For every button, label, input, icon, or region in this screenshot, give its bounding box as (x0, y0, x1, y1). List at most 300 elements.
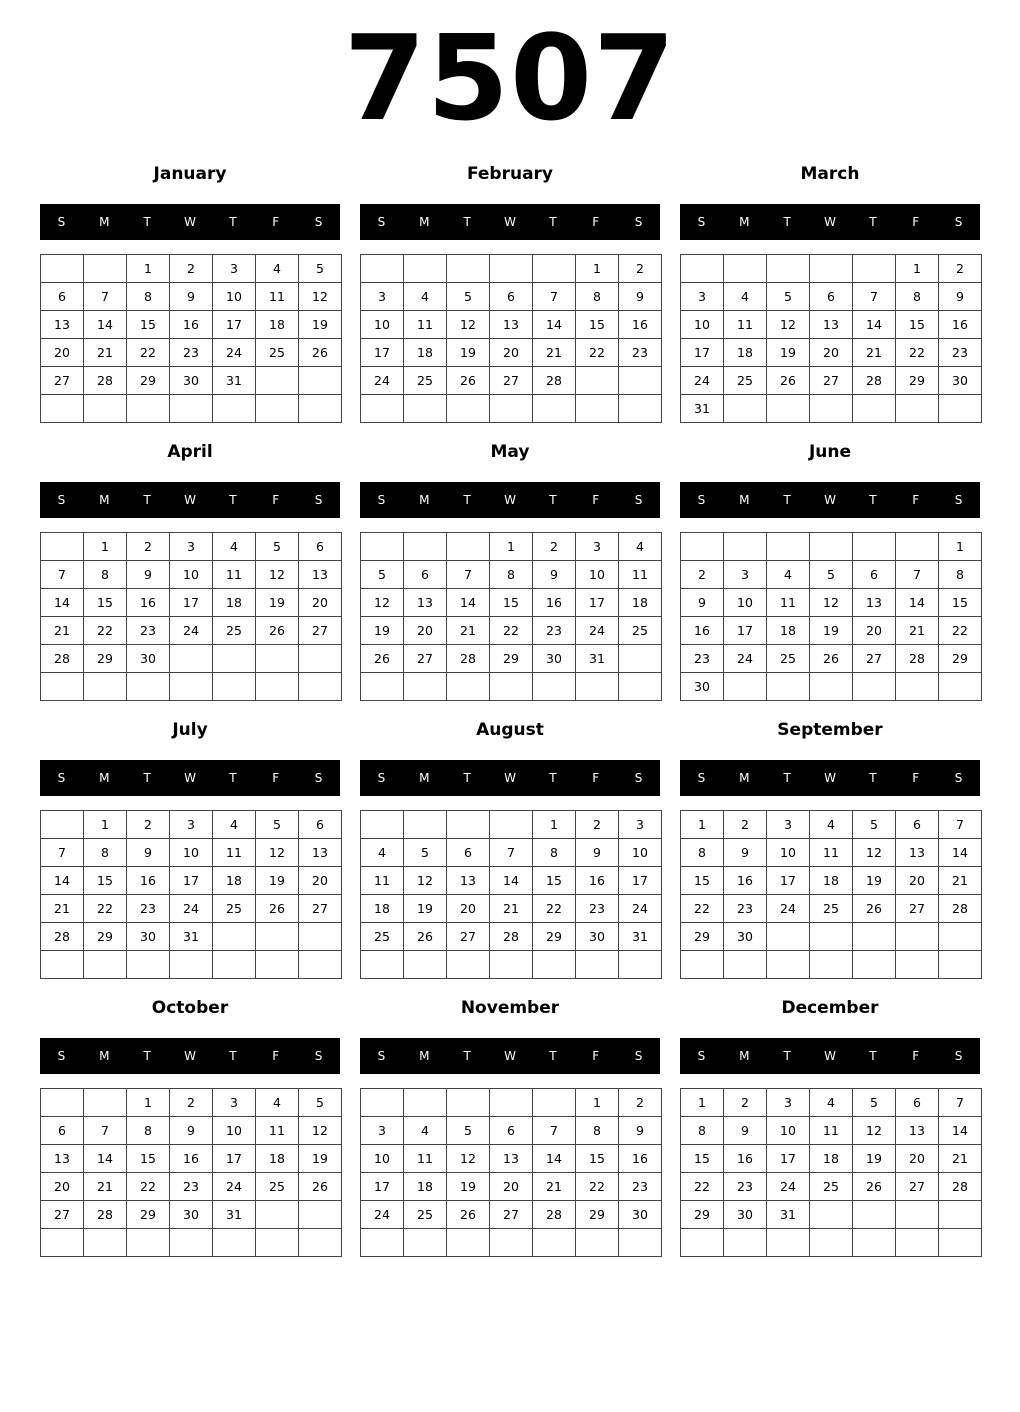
day-cell: 13 (490, 1145, 533, 1173)
day-cell: 13 (853, 589, 896, 617)
day-cell (576, 1229, 619, 1257)
day-cell: 20 (41, 339, 84, 367)
day-cell: 25 (256, 339, 299, 367)
day-cell: 15 (896, 311, 939, 339)
week-row (361, 839, 662, 867)
day-cell: 20 (490, 1173, 533, 1201)
day-cell: 4 (213, 811, 256, 839)
day-cell: 25 (361, 923, 404, 951)
week-row (361, 951, 662, 979)
week-row (41, 533, 342, 561)
day-cell: 12 (256, 561, 299, 589)
day-cell (447, 811, 490, 839)
day-cell: 31 (213, 1201, 256, 1229)
day-cell: 17 (724, 617, 767, 645)
day-cell: 15 (533, 867, 576, 895)
day-cell: 19 (767, 339, 810, 367)
day-cell: 21 (896, 617, 939, 645)
day-cell: 31 (576, 645, 619, 673)
weekday-label: T (463, 771, 471, 785)
day-cell: 23 (127, 617, 170, 645)
day-cell: 1 (84, 811, 127, 839)
day-cell (213, 923, 256, 951)
day-cell: 11 (213, 561, 256, 589)
weekday-label: T (869, 1049, 877, 1063)
day-cell (896, 533, 939, 561)
day-cell: 13 (896, 839, 939, 867)
weekday-label: S (954, 493, 963, 507)
day-cell: 28 (84, 367, 127, 395)
day-cell: 29 (681, 923, 724, 951)
week-row (41, 1145, 342, 1173)
day-cell: 5 (810, 561, 853, 589)
day-cell: 11 (404, 1145, 447, 1173)
day-cell (256, 1229, 299, 1257)
weekday-label: M (99, 493, 110, 507)
day-cell: 26 (853, 1173, 896, 1201)
day-cell: 11 (361, 867, 404, 895)
day-cell: 6 (810, 283, 853, 311)
day-cell: 12 (853, 839, 896, 867)
weekday-label: W (824, 215, 836, 229)
day-cell: 18 (810, 867, 853, 895)
day-cell: 8 (127, 283, 170, 311)
weekday-label: S (314, 771, 323, 785)
day-grid (360, 254, 662, 423)
weekday-label: S (634, 493, 643, 507)
day-cell (724, 395, 767, 423)
day-cell: 23 (127, 895, 170, 923)
weekday-label: F (592, 1049, 600, 1063)
day-cell (84, 1229, 127, 1257)
day-cell: 14 (41, 867, 84, 895)
day-cell (810, 1201, 853, 1229)
weekday-header (360, 1038, 660, 1074)
day-cell: 16 (127, 867, 170, 895)
day-cell: 24 (170, 617, 213, 645)
day-cell: 22 (84, 617, 127, 645)
weekday-label: T (869, 493, 877, 507)
day-cell: 24 (681, 367, 724, 395)
day-cell: 14 (447, 589, 490, 617)
day-cell: 15 (127, 311, 170, 339)
day-cell (127, 1229, 170, 1257)
weekday-label: W (824, 493, 836, 507)
weekday-label: M (739, 771, 750, 785)
day-cell: 15 (681, 867, 724, 895)
day-cell: 3 (724, 561, 767, 589)
day-cell: 30 (724, 1201, 767, 1229)
day-cell: 16 (170, 311, 213, 339)
weekday-header (360, 204, 660, 240)
day-cell: 4 (256, 1089, 299, 1117)
week-row (361, 561, 662, 589)
day-cell (256, 1201, 299, 1229)
weekday-label: T (229, 1049, 237, 1063)
day-cell (299, 367, 342, 395)
day-cell: 25 (767, 645, 810, 673)
day-cell (533, 1089, 576, 1117)
weekday-label: S (57, 215, 66, 229)
day-cell: 7 (84, 1117, 127, 1145)
day-cell: 24 (767, 895, 810, 923)
day-cell: 7 (447, 561, 490, 589)
day-cell: 27 (810, 367, 853, 395)
weekday-label: S (697, 215, 706, 229)
day-cell: 27 (853, 645, 896, 673)
day-cell: 4 (213, 533, 256, 561)
day-cell: 17 (767, 867, 810, 895)
day-cell (767, 951, 810, 979)
day-cell: 13 (404, 589, 447, 617)
day-cell (404, 395, 447, 423)
day-cell: 9 (127, 839, 170, 867)
day-cell: 26 (853, 895, 896, 923)
day-cell: 25 (213, 895, 256, 923)
day-cell (619, 645, 662, 673)
day-cell: 6 (853, 561, 896, 589)
day-cell: 22 (127, 1173, 170, 1201)
day-cell: 8 (84, 561, 127, 589)
day-cell (939, 923, 982, 951)
month-name: June (808, 442, 852, 462)
day-cell: 5 (447, 283, 490, 311)
day-cell: 24 (576, 617, 619, 645)
day-cell (896, 923, 939, 951)
day-cell: 18 (404, 339, 447, 367)
day-cell (84, 951, 127, 979)
week-row (41, 811, 342, 839)
day-cell: 9 (939, 283, 982, 311)
week-row (361, 367, 662, 395)
day-cell: 31 (681, 395, 724, 423)
week-row (361, 645, 662, 673)
day-cell (896, 1229, 939, 1257)
day-cell (299, 1201, 342, 1229)
day-cell: 27 (447, 923, 490, 951)
week-row (681, 673, 982, 701)
day-cell: 8 (681, 1117, 724, 1145)
month-name: December (781, 998, 879, 1018)
week-row (361, 255, 662, 283)
day-cell: 9 (724, 839, 767, 867)
day-cell: 30 (127, 923, 170, 951)
day-cell: 31 (213, 367, 256, 395)
day-cell: 5 (767, 283, 810, 311)
day-cell: 28 (896, 645, 939, 673)
day-cell: 9 (533, 561, 576, 589)
weekday-label: T (783, 215, 791, 229)
day-cell: 13 (896, 1117, 939, 1145)
day-cell: 29 (84, 645, 127, 673)
month-name: July (172, 720, 208, 740)
week-row (681, 895, 982, 923)
day-cell (299, 673, 342, 701)
day-cell: 14 (490, 867, 533, 895)
weekday-label: S (954, 215, 963, 229)
weekday-label: W (184, 493, 196, 507)
weekday-label: T (549, 493, 557, 507)
day-cell: 6 (299, 533, 342, 561)
day-cell (41, 811, 84, 839)
month-name: November (460, 998, 560, 1018)
day-cell: 6 (896, 1089, 939, 1117)
day-cell (533, 673, 576, 701)
day-cell (853, 1201, 896, 1229)
weekday-header (680, 1038, 980, 1074)
day-cell (404, 1229, 447, 1257)
day-cell: 14 (533, 311, 576, 339)
day-cell: 10 (767, 839, 810, 867)
week-row (41, 339, 342, 367)
day-cell: 4 (619, 533, 662, 561)
day-cell: 12 (853, 1117, 896, 1145)
day-cell: 14 (84, 1145, 127, 1173)
day-cell: 8 (681, 839, 724, 867)
day-cell: 16 (939, 311, 982, 339)
day-cell: 20 (299, 867, 342, 895)
day-cell: 10 (361, 311, 404, 339)
day-cell: 29 (490, 645, 533, 673)
day-cell (619, 395, 662, 423)
weekday-label: F (592, 493, 600, 507)
day-cell: 10 (576, 561, 619, 589)
day-cell (213, 395, 256, 423)
day-cell: 3 (767, 811, 810, 839)
day-cell: 16 (681, 617, 724, 645)
day-cell (361, 533, 404, 561)
day-cell (681, 255, 724, 283)
day-cell (767, 395, 810, 423)
day-cell: 9 (170, 1117, 213, 1145)
day-cell: 1 (576, 255, 619, 283)
week-row (41, 1117, 342, 1145)
weekday-label: M (739, 493, 750, 507)
day-cell: 24 (767, 1173, 810, 1201)
week-row (41, 395, 342, 423)
day-cell: 6 (490, 1117, 533, 1145)
day-cell: 17 (170, 589, 213, 617)
day-cell: 20 (490, 339, 533, 367)
day-cell: 5 (361, 561, 404, 589)
week-row (361, 1229, 662, 1257)
weekday-label: S (697, 493, 706, 507)
day-cell (810, 1229, 853, 1257)
day-cell (490, 811, 533, 839)
weekday-label: M (419, 215, 430, 229)
week-row (681, 1201, 982, 1229)
weekday-label: T (229, 215, 237, 229)
weekday-header (40, 1038, 340, 1074)
week-row (41, 311, 342, 339)
day-cell: 22 (127, 339, 170, 367)
day-cell: 29 (84, 923, 127, 951)
weekday-label: S (57, 1049, 66, 1063)
day-cell: 27 (299, 617, 342, 645)
weekday-label: S (954, 1049, 963, 1063)
day-cell (681, 1229, 724, 1257)
week-row (681, 395, 982, 423)
day-grid (680, 254, 982, 423)
day-cell: 7 (939, 1089, 982, 1117)
weekday-label: T (229, 771, 237, 785)
day-cell: 29 (533, 923, 576, 951)
weekday-header (40, 482, 340, 518)
day-cell: 22 (490, 617, 533, 645)
day-cell: 1 (533, 811, 576, 839)
day-cell: 14 (853, 311, 896, 339)
day-cell (84, 673, 127, 701)
day-cell: 3 (361, 1117, 404, 1145)
day-grid (360, 810, 662, 979)
day-cell: 4 (404, 283, 447, 311)
day-cell: 25 (256, 1173, 299, 1201)
week-row (681, 367, 982, 395)
week-row (361, 339, 662, 367)
day-cell: 30 (127, 645, 170, 673)
day-cell (681, 951, 724, 979)
weekday-label: S (314, 1049, 323, 1063)
week-row (681, 839, 982, 867)
day-grid (40, 532, 342, 701)
day-cell (853, 951, 896, 979)
day-cell (41, 533, 84, 561)
weekday-label: W (184, 1049, 196, 1063)
day-cell: 27 (404, 645, 447, 673)
day-cell (41, 951, 84, 979)
day-cell: 29 (939, 645, 982, 673)
day-cell: 30 (939, 367, 982, 395)
day-cell: 23 (533, 617, 576, 645)
day-cell: 16 (533, 589, 576, 617)
day-cell (404, 255, 447, 283)
day-cell: 15 (681, 1145, 724, 1173)
day-cell: 12 (299, 1117, 342, 1145)
day-cell: 23 (724, 1173, 767, 1201)
day-cell: 17 (361, 339, 404, 367)
day-cell: 14 (41, 589, 84, 617)
weekday-label: T (463, 493, 471, 507)
day-cell: 3 (767, 1089, 810, 1117)
day-cell: 18 (724, 339, 767, 367)
day-cell: 2 (619, 1089, 662, 1117)
day-cell: 29 (681, 1201, 724, 1229)
day-cell: 5 (256, 533, 299, 561)
day-cell: 3 (681, 283, 724, 311)
day-cell (619, 673, 662, 701)
day-cell: 3 (576, 533, 619, 561)
weekday-label: M (99, 215, 110, 229)
weekday-label: S (697, 1049, 706, 1063)
weekday-label: W (504, 215, 516, 229)
day-cell: 9 (127, 561, 170, 589)
weekday-label: S (377, 215, 386, 229)
day-cell: 8 (896, 283, 939, 311)
day-cell: 17 (767, 1145, 810, 1173)
day-cell (170, 1229, 213, 1257)
weekday-label: T (783, 493, 791, 507)
day-cell: 31 (170, 923, 213, 951)
week-row (681, 561, 982, 589)
week-row (681, 867, 982, 895)
day-cell: 5 (299, 255, 342, 283)
day-cell (576, 673, 619, 701)
day-cell: 17 (619, 867, 662, 895)
day-cell: 10 (361, 1145, 404, 1173)
day-cell: 18 (404, 1173, 447, 1201)
day-cell: 6 (490, 283, 533, 311)
day-cell: 19 (299, 311, 342, 339)
day-cell: 10 (681, 311, 724, 339)
week-row (361, 1145, 662, 1173)
day-cell: 12 (810, 589, 853, 617)
day-cell: 8 (127, 1117, 170, 1145)
day-cell: 22 (939, 617, 982, 645)
week-row (361, 895, 662, 923)
day-cell: 26 (447, 1201, 490, 1229)
year-title: 7507 (343, 9, 677, 147)
weekday-label: W (504, 771, 516, 785)
day-cell: 2 (724, 811, 767, 839)
day-cell: 9 (724, 1117, 767, 1145)
week-row (681, 533, 982, 561)
day-cell (127, 395, 170, 423)
week-row (41, 561, 342, 589)
day-cell: 7 (939, 811, 982, 839)
week-row (41, 645, 342, 673)
week-row (41, 895, 342, 923)
day-cell: 15 (576, 311, 619, 339)
week-row (681, 811, 982, 839)
day-cell: 23 (681, 645, 724, 673)
day-cell (41, 395, 84, 423)
day-cell: 11 (404, 311, 447, 339)
day-cell (853, 533, 896, 561)
day-cell: 21 (447, 617, 490, 645)
day-cell: 28 (533, 367, 576, 395)
day-cell: 26 (810, 645, 853, 673)
week-row (361, 589, 662, 617)
day-cell: 29 (896, 367, 939, 395)
day-cell: 10 (213, 283, 256, 311)
weekday-label: S (954, 771, 963, 785)
day-cell: 12 (256, 839, 299, 867)
day-cell: 22 (896, 339, 939, 367)
day-cell: 8 (533, 839, 576, 867)
day-grid (40, 810, 342, 979)
day-cell: 3 (213, 1089, 256, 1117)
week-row (41, 839, 342, 867)
day-cell: 13 (299, 561, 342, 589)
day-cell (619, 367, 662, 395)
day-cell: 19 (256, 867, 299, 895)
day-cell: 19 (810, 617, 853, 645)
day-cell: 7 (84, 283, 127, 311)
weekday-header (360, 760, 660, 796)
day-cell (299, 951, 342, 979)
day-cell (127, 951, 170, 979)
day-cell: 19 (256, 589, 299, 617)
day-cell: 24 (361, 1201, 404, 1229)
day-cell: 8 (939, 561, 982, 589)
month-name: March (800, 164, 860, 184)
day-cell: 13 (299, 839, 342, 867)
day-cell (299, 645, 342, 673)
day-cell (404, 1089, 447, 1117)
day-cell: 25 (619, 617, 662, 645)
day-cell: 24 (724, 645, 767, 673)
weekday-label: M (419, 771, 430, 785)
